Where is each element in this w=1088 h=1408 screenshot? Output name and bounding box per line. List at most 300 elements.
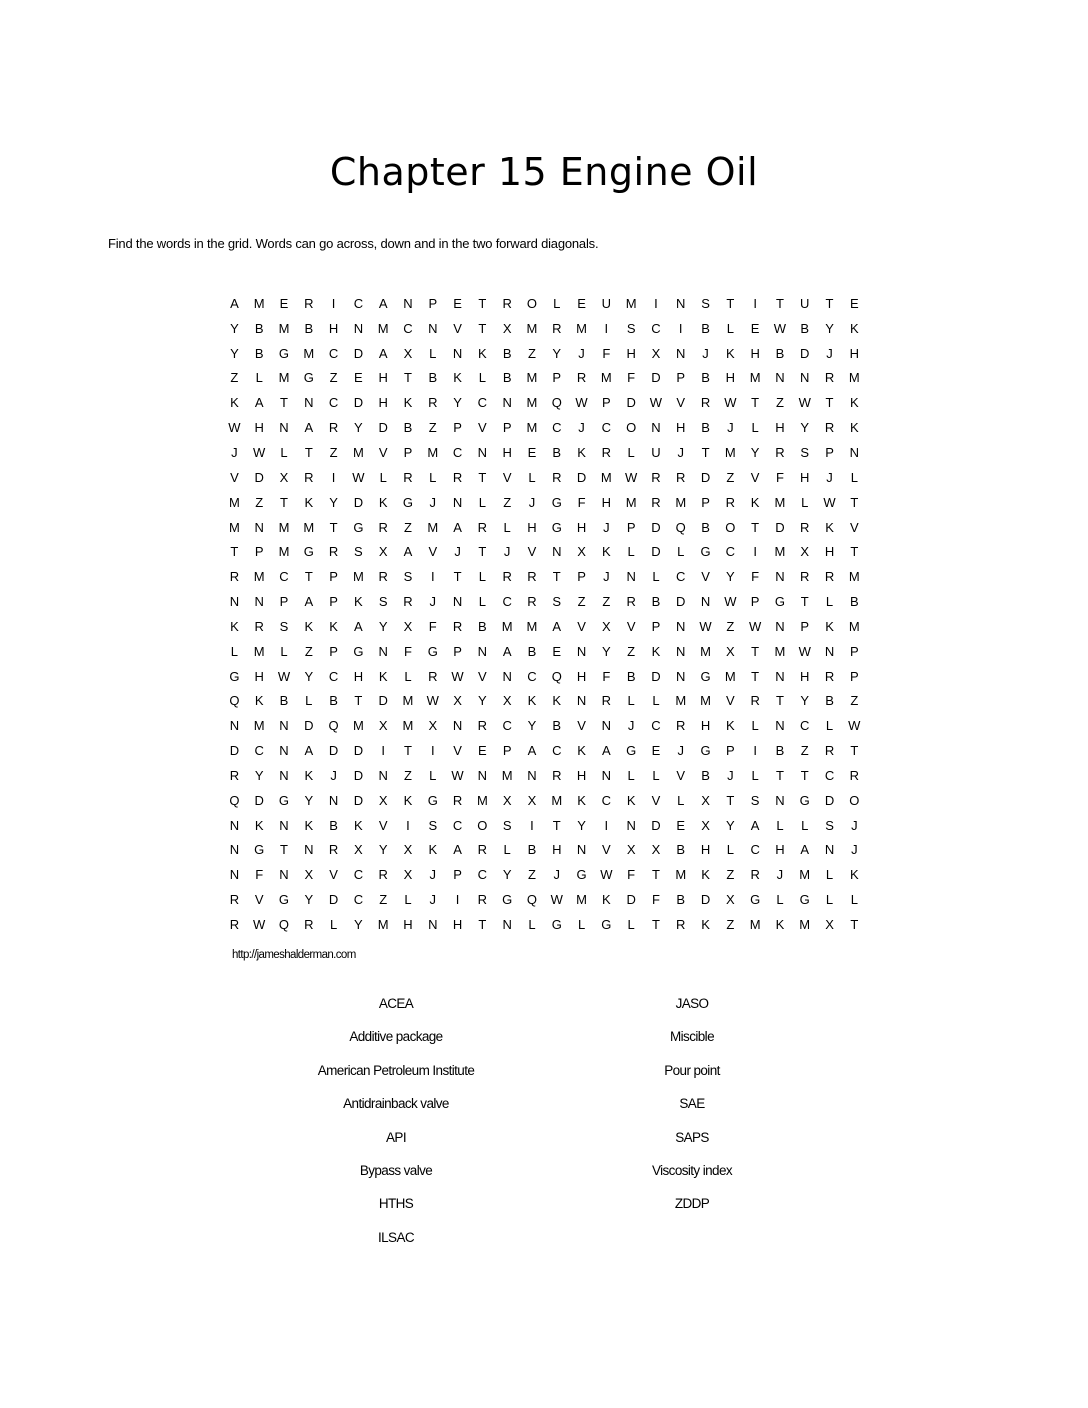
grid-letter: L	[850, 469, 858, 485]
grid-letter: B	[701, 370, 710, 386]
grid-letter: V	[527, 544, 537, 560]
grid-letter: N	[601, 718, 612, 734]
grid-letter: N	[229, 718, 240, 734]
grid-letter: H	[502, 444, 512, 460]
grid-letter: I	[654, 295, 658, 311]
grid-letter: L	[801, 817, 809, 833]
grid-letter: Q	[551, 395, 562, 411]
grid-letter: V	[378, 817, 388, 833]
grid-letter: R	[452, 469, 463, 485]
grid-letter: H	[378, 395, 388, 411]
grid-letter: R	[552, 767, 562, 783]
grid-letter: H	[824, 544, 835, 560]
grid-letter: P	[329, 569, 338, 585]
grid-letter: J	[503, 544, 511, 560]
grid-letter: T	[850, 494, 859, 510]
grid-letter: B	[502, 345, 512, 361]
grid-letter: D	[626, 892, 636, 908]
grid-letter: S	[378, 594, 388, 610]
grid-letter: R	[800, 519, 810, 535]
grid-letter: V	[453, 743, 462, 759]
grid-letter: L	[255, 370, 263, 386]
grid-letter: G	[278, 345, 290, 361]
grid-letter: N	[452, 594, 463, 610]
grid-letter: X	[726, 643, 735, 659]
grid-letter: G	[353, 643, 364, 659]
grid-letter: C	[800, 718, 810, 734]
grid-letter: P	[329, 594, 338, 610]
grid-letter: S	[502, 817, 512, 833]
grid-letter: W	[352, 469, 365, 485]
grid-letter: W	[451, 668, 464, 684]
grid-letter: M	[700, 643, 711, 659]
grid-letter: B	[403, 420, 413, 436]
grid-letter: D	[700, 892, 711, 908]
grid-letter: N	[502, 917, 512, 933]
grid-letter: Y	[453, 395, 462, 411]
grid-letter: L	[503, 519, 511, 535]
grid-letter: X	[701, 817, 710, 833]
grid-letter: V	[230, 469, 239, 485]
grid-letter: L	[404, 668, 412, 684]
grid-letter: T	[404, 370, 412, 386]
grid-letter: R	[378, 519, 388, 535]
word-list-item: SAPS	[675, 1129, 709, 1145]
grid-letter: R	[378, 569, 388, 585]
grid-letter: J	[330, 767, 337, 783]
grid-letter: W	[798, 395, 811, 411]
word-list-item: ILSAC	[377, 1229, 415, 1245]
grid-letter: K	[775, 917, 785, 933]
grid-letter: R	[428, 668, 438, 684]
grid-letter: L	[652, 693, 660, 709]
page-title: Chapter 15 Engine Oil	[329, 150, 759, 194]
grid-letter: B	[701, 320, 710, 336]
grid-letter: N	[452, 345, 463, 361]
grid-letter: R	[626, 594, 636, 610]
grid-letter: M	[848, 618, 860, 634]
grid-letter: M	[377, 320, 389, 336]
grid-letter: B	[676, 842, 686, 858]
grid-letter: T	[751, 643, 760, 659]
grid-letter: N	[527, 767, 537, 783]
grid-letter: H	[775, 842, 785, 858]
grid-letter: Q	[229, 693, 240, 709]
grid-letter: M	[377, 917, 389, 933]
grid-letter: Y	[825, 320, 834, 336]
grid-letter: R	[403, 469, 413, 485]
grid-letter: J	[528, 494, 536, 510]
grid-letter: H	[626, 345, 636, 361]
grid-letter: S	[279, 618, 289, 634]
grid-letter: H	[849, 345, 860, 361]
grid-letter: K	[230, 395, 239, 411]
grid-letter: B	[552, 444, 562, 460]
grid-letter: P	[279, 594, 289, 610]
grid-letter: H	[700, 718, 711, 734]
grid-letter: R	[502, 295, 512, 311]
grid-letter: M	[278, 370, 290, 386]
grid-letter: Y	[478, 693, 487, 709]
grid-letter: X	[726, 892, 735, 908]
grid-letter: P	[403, 444, 413, 460]
grid-letter: X	[354, 842, 363, 858]
grid-letter: N	[428, 917, 438, 933]
grid-letter: C	[502, 718, 512, 734]
grid-letter: B	[502, 370, 512, 386]
grid-letter: R	[651, 494, 661, 510]
grid-letter: M	[848, 569, 860, 585]
grid-letter: X	[651, 345, 661, 361]
grid-letter: D	[328, 892, 339, 908]
grid-letter: A	[403, 544, 413, 560]
word-list-item: HTHS	[378, 1196, 414, 1212]
grid-letter: N	[775, 718, 785, 734]
grid-letter: C	[601, 420, 612, 436]
grid-letter: Q	[278, 917, 290, 933]
grid-letter: S	[552, 594, 562, 610]
grid-letter: Q	[526, 892, 538, 908]
grid-letter: Y	[726, 817, 735, 833]
grid-letter: M	[675, 867, 687, 883]
grid-letter: L	[329, 917, 338, 933]
grid-letter: K	[527, 693, 537, 709]
grid-letter: R	[750, 693, 760, 709]
grid-letter: J	[826, 345, 833, 361]
grid-letter: C	[328, 668, 339, 684]
grid-letter: T	[850, 917, 859, 933]
grid-letter: T	[726, 792, 735, 808]
grid-letter: O	[477, 817, 488, 833]
grid-letter: G	[576, 867, 587, 883]
grid-letter: T	[751, 395, 760, 411]
grid-letter: K	[304, 494, 314, 510]
grid-letter: V	[428, 544, 438, 560]
grid-letter: E	[849, 295, 859, 311]
grid-letter: R	[254, 618, 264, 634]
grid-letter: Z	[329, 370, 338, 386]
grid-letter: R	[304, 917, 314, 933]
grid-letter: J	[454, 544, 461, 560]
grid-letter: H	[328, 320, 339, 336]
grid-letter: U	[800, 295, 810, 311]
grid-letter: X	[304, 867, 314, 883]
word-list-item: ZDDP	[674, 1196, 710, 1212]
grid-letter: M	[278, 320, 290, 336]
grid-letter: T	[850, 544, 859, 560]
grid-letter: B	[527, 643, 537, 659]
word-list-right	[562, 994, 822, 1228]
grid-letter: D	[353, 395, 364, 411]
grid-letter: G	[303, 544, 314, 560]
grid-letter: R	[552, 469, 562, 485]
grid-letter: N	[552, 544, 562, 560]
grid-letter: W	[773, 320, 787, 336]
grid-letter: M	[551, 792, 563, 808]
grid-letter: R	[452, 792, 463, 808]
grid-letter: R	[676, 718, 686, 734]
grid-letter: R	[849, 767, 860, 783]
grid-letter: K	[403, 792, 413, 808]
grid-letter: B	[701, 767, 710, 783]
grid-letter: L	[627, 444, 635, 460]
grid-letter: G	[700, 544, 711, 560]
grid-letter: M	[427, 444, 439, 460]
grid-letter: K	[726, 345, 735, 361]
grid-letter: F	[627, 370, 636, 386]
word-list-item: Bypass valve	[359, 1162, 433, 1178]
grid-letter: Z	[775, 395, 784, 411]
grid-letter: Y	[602, 643, 611, 659]
grid-letter: N	[626, 569, 636, 585]
grid-letter: C	[328, 345, 339, 361]
word-list-item: Viscosity index	[651, 1162, 733, 1178]
grid-letter: E	[577, 295, 586, 311]
grid-letter: W	[848, 718, 861, 734]
grid-letter: Q	[328, 718, 339, 734]
grid-letter: G	[278, 892, 290, 908]
grid-letter: L	[478, 494, 486, 510]
grid-letter: J	[603, 569, 610, 585]
grid-letter: J	[776, 867, 784, 883]
grid-letter: V	[577, 718, 586, 734]
grid-letter: A	[453, 842, 462, 858]
grid-letter: A	[354, 618, 363, 634]
grid-letter: T	[701, 444, 710, 460]
grid-letter: N	[254, 519, 264, 535]
grid-letter: R	[452, 618, 463, 634]
grid-letter: N	[775, 792, 785, 808]
grid-letter: P	[254, 544, 264, 560]
grid-letter: N	[676, 295, 686, 311]
grid-letter: L	[677, 792, 685, 808]
grid-letter: M	[576, 892, 587, 908]
grid-letter: C	[552, 420, 562, 436]
grid-letter: R	[229, 569, 240, 585]
grid-letter: V	[676, 395, 686, 411]
grid-letter: P	[453, 867, 462, 883]
grid-letter: I	[753, 743, 757, 759]
grid-letter: J	[627, 718, 635, 734]
grid-letter: R	[502, 569, 512, 585]
grid-letter: E	[527, 444, 537, 460]
grid-letter: C	[725, 544, 736, 560]
grid-letter: Z	[577, 594, 586, 610]
grid-letter: L	[528, 917, 536, 933]
grid-letter: D	[254, 792, 264, 808]
grid-letter: R	[477, 718, 488, 734]
grid-letter: F	[627, 867, 636, 883]
grid-letter: Z	[304, 643, 313, 659]
grid-letter: S	[701, 295, 710, 311]
grid-letter: L	[478, 594, 486, 610]
grid-letter: M	[253, 643, 265, 659]
grid-letter: H	[800, 469, 810, 485]
grid-letter: C	[676, 569, 686, 585]
grid-letter: K	[701, 867, 710, 883]
grid-letter: R	[328, 544, 339, 560]
grid-letter: T	[304, 444, 313, 460]
grid-letter: W	[575, 395, 588, 411]
grid-letter: E	[750, 320, 760, 336]
grid-letter: N	[775, 569, 785, 585]
grid-letter: Z	[800, 743, 809, 759]
grid-letter: J	[429, 867, 437, 883]
grid-letter: K	[329, 618, 338, 634]
grid-letter: G	[551, 494, 562, 510]
grid-letter: Z	[230, 370, 239, 386]
grid-letter: W	[253, 444, 266, 460]
grid-letter: S	[825, 817, 834, 833]
grid-letter: D	[651, 817, 661, 833]
grid-letter: Z	[527, 345, 536, 361]
grid-letter: R	[601, 444, 612, 460]
grid-letter: H	[552, 842, 562, 858]
grid-letter: L	[404, 892, 412, 908]
grid-letter: T	[478, 320, 487, 336]
grid-letter: L	[801, 494, 809, 510]
grid-letter: H	[403, 917, 413, 933]
grid-letter: C	[353, 867, 364, 883]
grid-letter: X	[378, 718, 388, 734]
grid-letter: L	[726, 842, 734, 858]
grid-letter: M	[501, 767, 513, 783]
grid-letter: I	[381, 743, 385, 759]
grid-letter: F	[428, 618, 437, 634]
grid-letter: L	[825, 594, 834, 610]
grid-letter: T	[850, 743, 859, 759]
grid-letter: B	[800, 320, 810, 336]
grid-letter: T	[651, 867, 660, 883]
grid-letter: N	[576, 842, 587, 858]
grid-letter: V	[502, 469, 512, 485]
grid-letter: F	[255, 867, 264, 883]
grid-letter: B	[626, 668, 636, 684]
grid-letter: P	[825, 444, 834, 460]
grid-letter: P	[726, 743, 735, 759]
grid-letter: L	[627, 767, 635, 783]
grid-letter: F	[651, 892, 660, 908]
grid-letter: G	[626, 743, 637, 759]
grid-letter: X	[502, 320, 512, 336]
grid-letter: R	[304, 469, 314, 485]
grid-letter: K	[304, 618, 314, 634]
grid-letter: K	[701, 917, 710, 933]
grid-letter: A	[527, 743, 537, 759]
grid-letter: L	[627, 693, 635, 709]
grid-letter: W	[253, 917, 266, 933]
grid-letter: M	[427, 519, 439, 535]
grid-letter: D	[824, 792, 835, 808]
grid-letter: J	[429, 892, 437, 908]
grid-letter: C	[353, 892, 364, 908]
grid-letter: K	[478, 345, 487, 361]
grid-letter: Q	[675, 519, 686, 535]
grid-letter: J	[553, 867, 560, 883]
grid-letter: S	[800, 444, 810, 460]
grid-letter: V	[378, 444, 388, 460]
grid-letter: C	[328, 395, 339, 411]
instructions: Find the words in the grid. Words can go across, down and in the two forward diagonals.	[108, 236, 599, 251]
grid-letter: M	[253, 718, 265, 734]
grid-letter: X	[453, 693, 462, 709]
grid-letter: X	[403, 345, 413, 361]
grid-letter: V	[726, 693, 735, 709]
word-list-left	[266, 994, 526, 1261]
grid-letter: L	[280, 643, 288, 659]
grid-letter: T	[354, 693, 363, 709]
grid-letter: D	[651, 544, 661, 560]
grid-letter: R	[304, 295, 314, 311]
grid-letter: X	[800, 544, 810, 560]
grid-letter: M	[576, 320, 587, 336]
grid-letter: L	[429, 469, 437, 485]
grid-letter: P	[577, 569, 586, 585]
grid-letter: P	[428, 295, 438, 311]
grid-letter: F	[577, 494, 586, 510]
grid-letter: I	[455, 892, 460, 908]
grid-letter: M	[278, 544, 290, 560]
grid-letter: S	[354, 544, 363, 560]
grid-letter: B	[676, 892, 686, 908]
grid-letter: F	[602, 345, 611, 361]
grid-letter: R	[477, 842, 488, 858]
grid-letter: R	[725, 494, 736, 510]
grid-letter: N	[676, 643, 686, 659]
grid-letter: D	[651, 668, 661, 684]
grid-letter: L	[825, 718, 834, 734]
grid-letter: M	[402, 718, 414, 734]
grid-letter: T	[552, 817, 561, 833]
grid-letter: X	[626, 842, 636, 858]
grid-letter: K	[602, 544, 611, 560]
grid-letter: K	[304, 767, 314, 783]
grid-letter: J	[727, 420, 734, 436]
grid-letter: M	[253, 295, 265, 311]
word-list-item: Pour point	[664, 1062, 720, 1078]
grid-letter: L	[726, 320, 734, 336]
grid-letter: W	[823, 494, 836, 510]
grid-letter: T	[304, 569, 313, 585]
grid-letter: G	[774, 594, 785, 610]
grid-letter: E	[279, 295, 289, 311]
grid-letter: J	[677, 743, 684, 759]
grid-letter: M	[600, 469, 612, 485]
grid-letter: Y	[254, 767, 264, 783]
grid-letter: X	[403, 618, 413, 634]
grid-letter: R	[527, 569, 537, 585]
grid-letter: I	[430, 743, 435, 759]
grid-letter: M	[799, 917, 811, 933]
grid-letter: B	[254, 320, 264, 336]
grid-letter: W	[600, 867, 613, 883]
grid-letter: C	[452, 444, 463, 460]
grid-letter: R	[676, 917, 686, 933]
grid-letter: D	[626, 395, 636, 411]
grid-letter: S	[403, 569, 413, 585]
grid-letter: H	[254, 420, 264, 436]
grid-letter: C	[403, 320, 413, 336]
grid-letter: R	[700, 395, 711, 411]
grid-letter: B	[304, 320, 314, 336]
grid-letter: Y	[354, 917, 363, 933]
grid-letter: Z	[428, 420, 437, 436]
grid-letter: K	[849, 420, 859, 436]
grid-letter: D	[676, 594, 686, 610]
grid-letter: Z	[255, 494, 264, 510]
grid-letter: M	[303, 519, 315, 535]
grid-letter: T	[453, 569, 462, 585]
